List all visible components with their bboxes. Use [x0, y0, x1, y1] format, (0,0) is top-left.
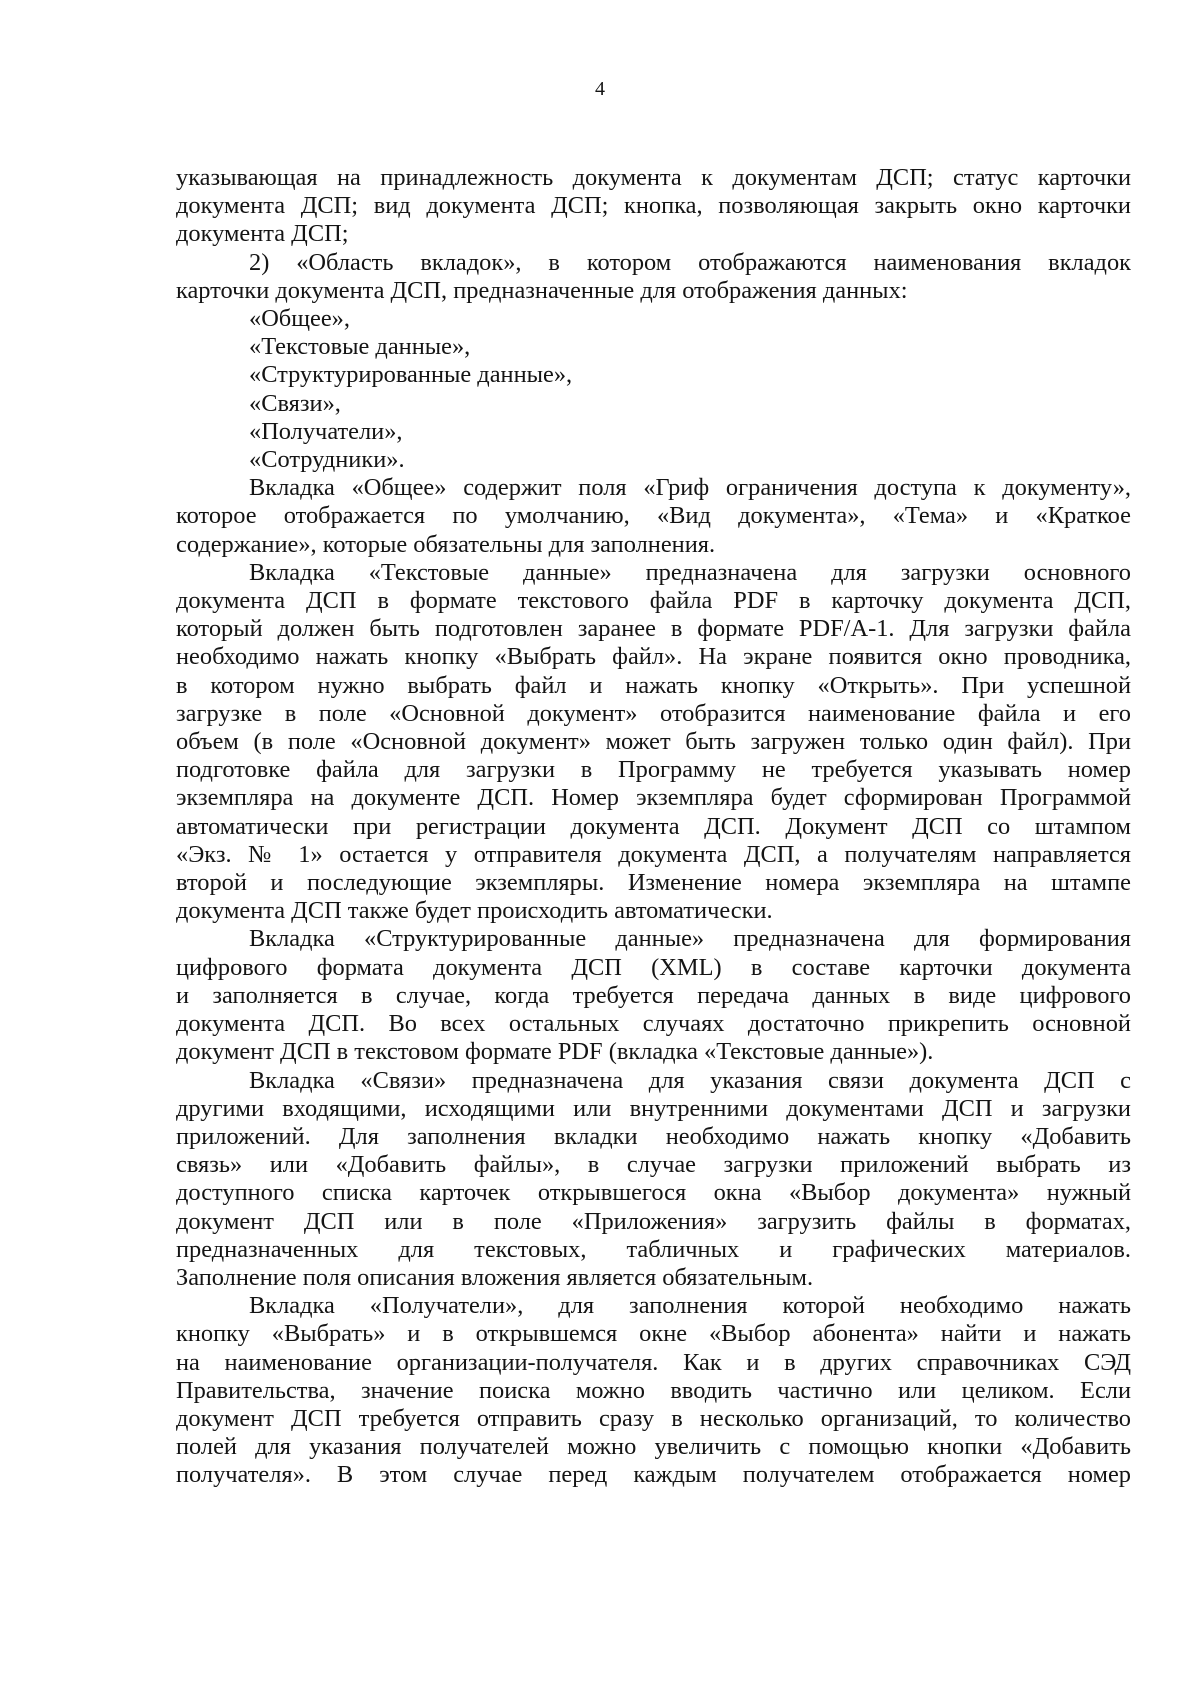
text-line: цифрового формата документа ДСП (XML) в составе карточки документа: [176, 953, 1131, 981]
text-line: приложений. Для заполнения вкладки необходимо нажать кнопку «Добавить: [176, 1122, 1131, 1150]
text-line: подготовке файла для загрузки в Программу не требуется указывать номер: [176, 756, 1131, 784]
list-item: «Получатели»,: [249, 417, 403, 445]
text-line: Заполнение поля описания вложения является обязательным.: [176, 1263, 814, 1291]
list-item: «Общее»,: [249, 305, 350, 333]
text-line: предназначенных для текстовых, табличных и графических материалов.: [176, 1235, 1131, 1263]
text-line: документа ДСП; вид документа ДСП; кнопка, позволяющая закрыть окно карточки: [176, 192, 1131, 220]
text-line: и заполняется в случае, когда требуется передача данных в виде цифрового: [176, 981, 1131, 1009]
text-line: документ ДСП требуется отправить сразу в несколько организаций, то количество: [176, 1404, 1131, 1432]
text-line: объем (в поле «Основной документ» может быть загружен только один файл). При: [176, 728, 1131, 756]
text-line: экземпляра на документе ДСП. Номер экземпляра будет сформирован Программой: [176, 784, 1131, 812]
text-line: содержание», которые обязательны для заполнения.: [176, 530, 716, 558]
text-line: «Экз. № 1» остается у отправителя документа ДСП, а получателям направляется: [176, 840, 1131, 868]
text-line: которое отображается по умолчанию, «Вид документа», «Тема» и «Краткое: [176, 502, 1131, 530]
text-line: карточки документа ДСП, предназначенные для отображения данных:: [176, 276, 908, 304]
page-number: 4: [595, 78, 605, 100]
body-text: [176, 164, 1131, 1490]
text-line: Вкладка «Связи» предназначена для указания связи документа ДСП с: [249, 1066, 1131, 1094]
text-line: полей для указания получателей можно увеличить с помощью кнопки «Добавить: [176, 1433, 1131, 1461]
text-line: документ ДСП или в поле «Приложения» загрузить файлы в форматах,: [176, 1207, 1131, 1235]
text-line: загрузке в поле «Основной документ» отобразится наименование файла и его: [176, 699, 1131, 727]
text-line: 2) «Область вкладок», в котором отображаются наименования вкладок: [249, 248, 1131, 276]
text-line: документа ДСП;: [176, 220, 349, 248]
text-line: получателя». В этом случае перед каждым получателем отображается номер: [176, 1461, 1131, 1489]
text-line: который должен быть подготовлен заранее в формате PDF/A-1. Для загрузки файла: [176, 615, 1131, 643]
text-line: другими входящими, исходящими или внутренними документами ДСП и загрузки: [176, 1094, 1131, 1122]
text-line: в котором нужно выбрать файл и нажать кнопку «Открыть». При успешной: [176, 671, 1131, 699]
text-line: Вкладка «Структурированные данные» предназначена для формирования: [249, 925, 1131, 953]
text-line: Правительства, значение поиска можно вводить частично или целиком. Если: [176, 1376, 1131, 1404]
text-line: на наименование организации-получателя. Как и в других справочниках СЭД: [176, 1348, 1131, 1376]
text-line: документа ДСП также будет происходить автоматически.: [176, 897, 773, 925]
text-line: автоматически при регистрации документа ДСП. Документ ДСП со штампом: [176, 812, 1131, 840]
text-line: второй и последующие экземпляры. Изменение номера экземпляра на штампе: [176, 869, 1131, 897]
list-item: «Текстовые данные»,: [249, 333, 471, 361]
text-line: Вкладка «Получатели», для заполнения которой необходимо нажать: [249, 1292, 1131, 1320]
text-line: Вкладка «Общее» содержит поля «Гриф ограничения доступа к документу»,: [249, 474, 1131, 502]
list-item: «Связи»,: [249, 389, 341, 417]
text-line: Вкладка «Текстовые данные» предназначена для загрузки основного: [249, 558, 1131, 586]
list-item: «Сотрудники».: [249, 446, 405, 474]
text-line: доступного списка карточек открывшегося окна «Выбор документа» нужный: [176, 1179, 1131, 1207]
text-line: документа ДСП в формате текстового файла PDF в карточку документа ДСП,: [176, 587, 1131, 615]
text-line: документ ДСП в текстовом формате PDF (вкладка «Текстовые данные»).: [176, 1038, 934, 1066]
text-line: необходимо нажать кнопку «Выбрать файл». На экране появится окно проводника,: [176, 643, 1131, 671]
text-line: указывающая на принадлежность документа к документам ДСП; статус карточки: [176, 164, 1131, 191]
list-item: «Структурированные данные»,: [249, 361, 573, 389]
text-line: документа ДСП. Во всех остальных случаях достаточно прикрепить основной: [176, 1010, 1131, 1038]
text-line: кнопку «Выбрать» и в открывшемся окне «Выбор абонента» найти и нажать: [176, 1320, 1131, 1348]
text-line: связь» или «Добавить файлы», в случае загрузки приложений выбрать из: [176, 1151, 1131, 1179]
